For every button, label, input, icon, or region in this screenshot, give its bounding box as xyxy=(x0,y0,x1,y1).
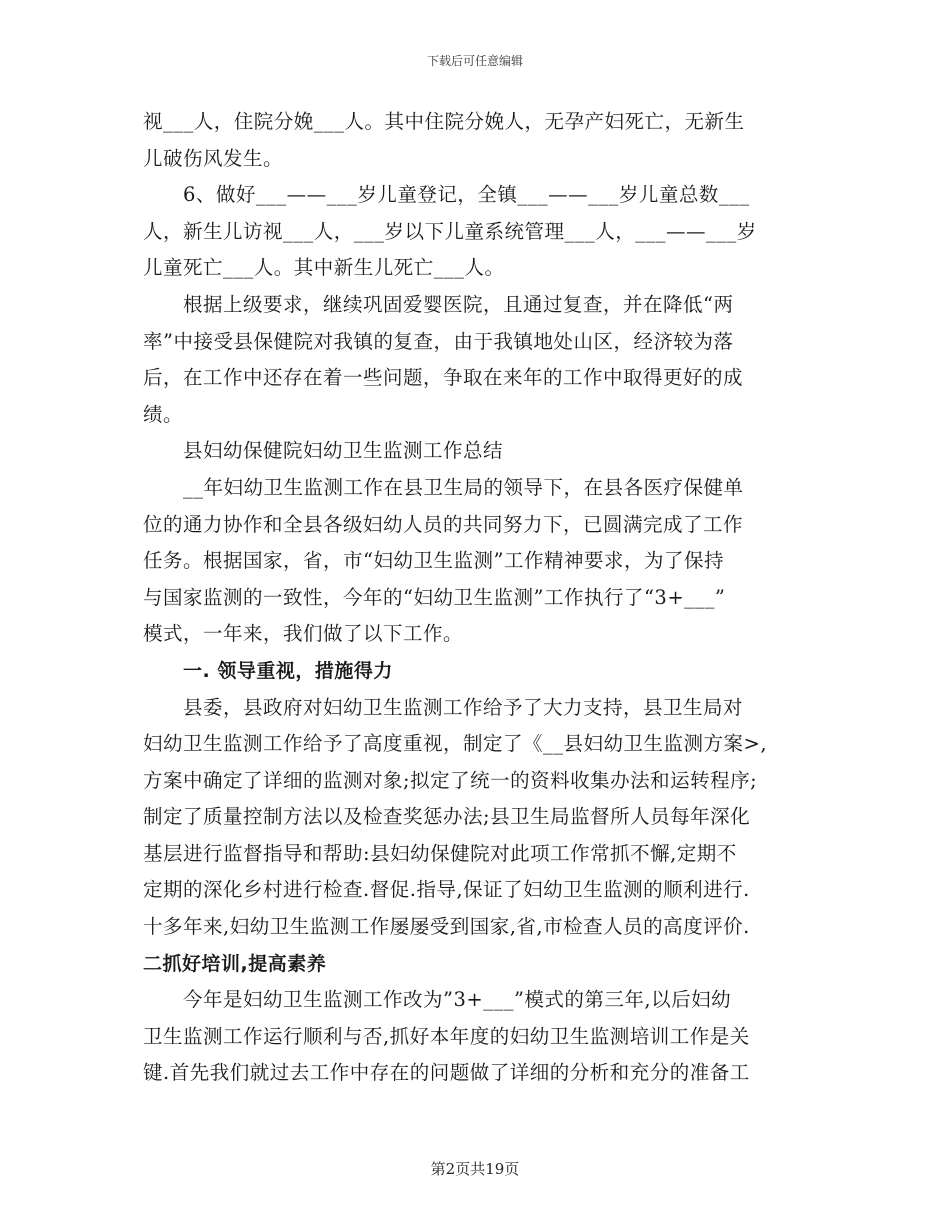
text-line: 人，新生儿访视___人，___岁以下儿童系统管理___人，___——___岁 xyxy=(143,219,757,243)
text-line: 县委，县政府对妇幼卫生监测工作给予了大力支持，县卫生局对 xyxy=(183,695,744,719)
text-line: 任务。根据国家，省，市“妇幼卫生监测”工作精神要求，为了保持 xyxy=(143,549,724,573)
section-heading: 二抓好培训,提高素养 xyxy=(143,952,327,975)
text-line: 制定了质量控制方法以及检查奖惩办法;县卫生局监督所人员每年深化 xyxy=(143,805,751,829)
text-line: 视___人，住院分娩___人。其中住院分娩人，无孕产妇死亡，无新生 xyxy=(143,110,745,133)
text-line: 与国家监测的一致性，今年的“妇幼卫生监测”工作执行了“3+___” xyxy=(143,585,726,609)
text-line: 定期的深化乡村进行检查.督促.指导,保证了妇幼卫生监测的顺利进行. xyxy=(143,878,750,902)
text-line: 绩。 xyxy=(143,402,184,426)
text-line: 6、做好___——___岁儿童登记，全镇___——___岁儿童总数___ xyxy=(183,183,750,207)
text-line: 今年是妇幼卫生监测工作改为”3+___”模式的第三年,以后妇幼 xyxy=(183,988,732,1012)
text-line: 卫生监测工作运行顺利与否,抓好本年度的妇幼卫生监测培训工作是关 xyxy=(143,1024,750,1048)
text-line: 十多年来,妇幼卫生监测工作屡屡受到国家,省,市检查人员的高度评价. xyxy=(143,915,750,939)
text-line: 妇幼卫生监测工作给予了高度重视，制定了《__县妇幼卫生监测方案>, xyxy=(143,732,768,756)
document-body xyxy=(143,104,807,1092)
page-header: 下载后可任意编辑 xyxy=(426,54,523,68)
text-line: 儿破伤风发生。 xyxy=(143,146,284,170)
text-line: __年妇幼卫生监测工作在县卫生局的领导下，在县各医疗保健单 xyxy=(183,475,744,499)
text-line: 方案中确定了详细的监测对象;拟定了统一的资料收集办法和运转程序; xyxy=(143,768,758,792)
page-number: 第2页共19页 xyxy=(430,1160,520,1178)
text-line: 基层进行监督指导和帮助:县妇幼保健院对此项工作常抓不懈,定期不 xyxy=(143,841,737,865)
text-line: 儿童死亡___人。其中新生儿死亡___人。 xyxy=(143,256,505,280)
text-line: 后，在工作中还存在着一些问题，争取在来年的工作中取得更好的成 xyxy=(143,366,744,390)
text-line: 率”中接受县保健院对我镇的复查，由于我镇地处山区，经济较为落 xyxy=(143,329,734,353)
section-heading: 一. 领导重视，措施得力 xyxy=(183,659,393,682)
text-line: 位的通力协作和全县各级妇幼人员的共同努力下，已圆满完成了工作 xyxy=(143,512,744,536)
text-line: 根据上级要求，继续巩固爱婴医院，且通过复查，并在降低“两 xyxy=(183,292,734,316)
text-line: 县妇幼保健院妇幼卫生监测工作总结 xyxy=(183,439,504,463)
text-line: 模式，一年来，我们做了以下工作。 xyxy=(143,622,464,646)
text-line: 键.首先我们就过去工作中存在的问题做了详细的分析和充分的准备工 xyxy=(143,1061,750,1085)
